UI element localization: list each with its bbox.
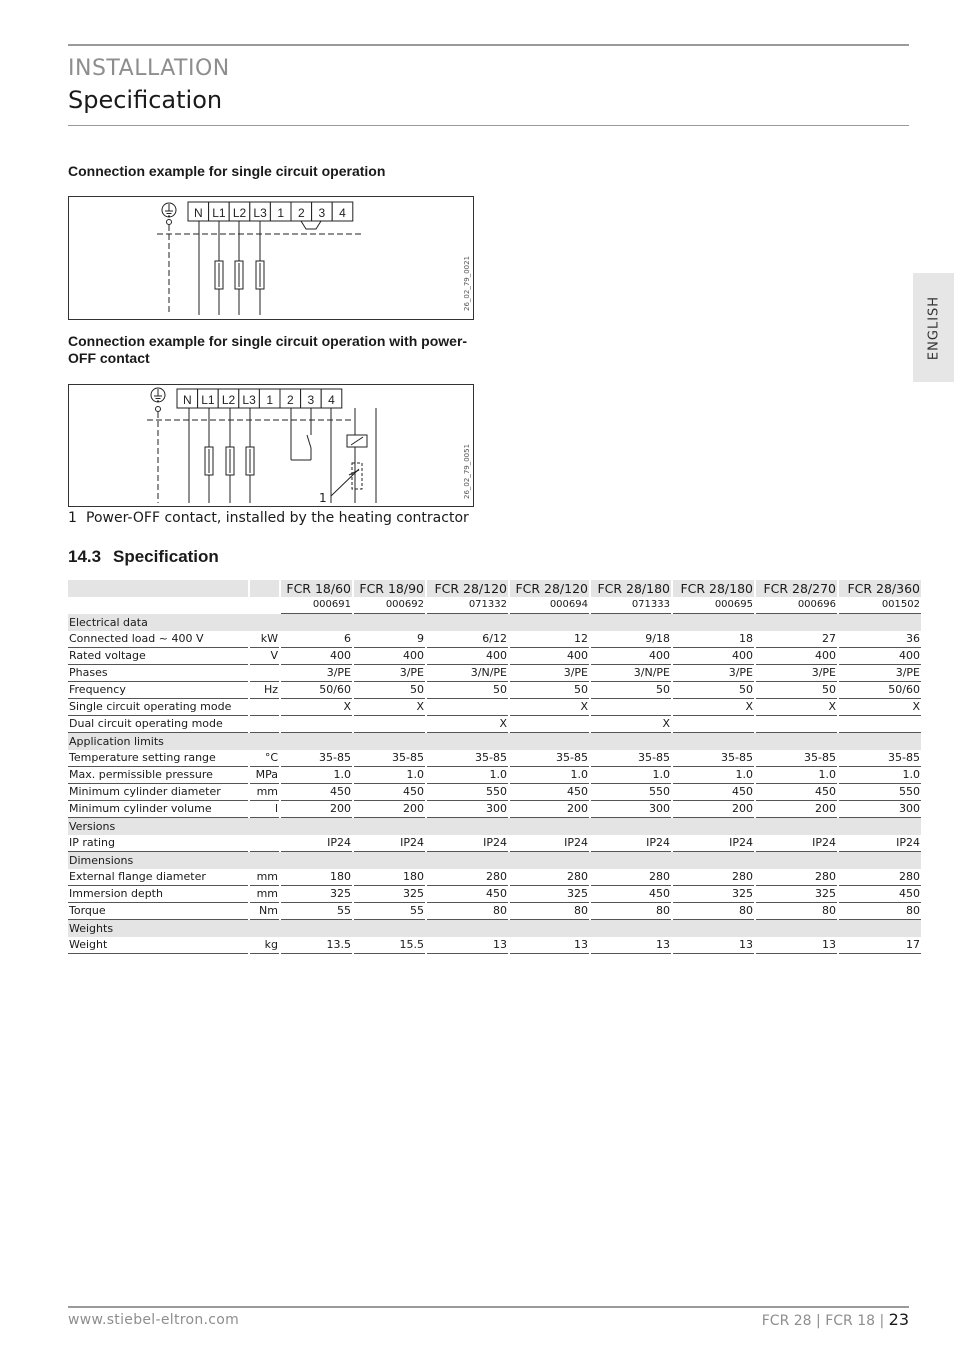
- row-label: Weight: [68, 937, 248, 954]
- row-value: [591, 699, 671, 716]
- model-name: FCR 28/120: [510, 580, 589, 597]
- row-value: X: [839, 699, 921, 716]
- row-value: 1.0: [281, 767, 352, 784]
- row-value: [839, 716, 921, 733]
- row-value: 3/N/PE: [591, 665, 671, 682]
- language-tab[interactable]: [913, 273, 954, 382]
- row-value: 400: [673, 648, 754, 665]
- row-unit: [250, 716, 279, 733]
- table-row: [68, 631, 921, 648]
- terminal-label: L2: [232, 206, 247, 220]
- row-value: 35-85: [427, 750, 508, 767]
- row-label: External flange diameter: [68, 869, 248, 886]
- wiring-diagram-single-circuit: [68, 196, 474, 320]
- row-value: 1.0: [354, 767, 425, 784]
- group-title: Dimensions: [68, 852, 921, 869]
- row-unit: [250, 665, 279, 682]
- row-value: 50: [591, 682, 671, 699]
- row-unit: °C: [250, 750, 279, 767]
- row-value: 6: [281, 631, 352, 648]
- model-name: FCR 28/360: [839, 580, 921, 597]
- row-value: [510, 716, 589, 733]
- part-number: 001502: [839, 597, 921, 614]
- specification-table: [66, 580, 923, 954]
- row-value: 3/PE: [839, 665, 921, 682]
- header-blank: [250, 597, 279, 614]
- table-row: [68, 801, 921, 818]
- row-value: 450: [510, 784, 589, 801]
- row-value: 325: [673, 886, 754, 903]
- row-label: Max. permissible pressure: [68, 767, 248, 784]
- row-unit: [250, 835, 279, 852]
- row-value: 280: [427, 869, 508, 886]
- table-group-row: [68, 920, 921, 937]
- table-header-codes: [68, 597, 921, 614]
- row-value: 450: [281, 784, 352, 801]
- row-value: 280: [673, 869, 754, 886]
- model-name: FCR 28/270: [756, 580, 837, 597]
- group-title: Weights: [68, 920, 921, 937]
- row-unit: mm: [250, 869, 279, 886]
- row-value: IP24: [510, 835, 589, 852]
- row-label: Dual circuit operating mode: [68, 716, 248, 733]
- row-value: [427, 699, 508, 716]
- table-row: [68, 699, 921, 716]
- drawing-code-1: 26_02_79_0021: [463, 255, 471, 311]
- row-value: 35-85: [673, 750, 754, 767]
- table-row: [68, 648, 921, 665]
- row-value: 35-85: [839, 750, 921, 767]
- table-row: [68, 937, 921, 954]
- row-value: 450: [591, 886, 671, 903]
- diagram-footnote: 1 Power-OFF contact, installed by the heating contractor: [68, 510, 469, 526]
- footer-separator: |: [879, 1313, 885, 1329]
- terminal-label: 4: [328, 393, 335, 407]
- row-value: 80: [673, 903, 754, 920]
- row-value: 400: [839, 648, 921, 665]
- row-value: X: [281, 699, 352, 716]
- table-row: [68, 886, 921, 903]
- row-value: 280: [839, 869, 921, 886]
- title-rule: [68, 125, 909, 126]
- row-unit: kW: [250, 631, 279, 648]
- row-label: Rated voltage: [68, 648, 248, 665]
- row-value: 13.5: [281, 937, 352, 954]
- row-value: 180: [354, 869, 425, 886]
- row-value: IP24: [427, 835, 508, 852]
- row-unit: MPa: [250, 767, 279, 784]
- row-value: 550: [591, 784, 671, 801]
- row-value: X: [673, 699, 754, 716]
- table-group-row: [68, 818, 921, 835]
- drawing-code-2: 26_02_79_0051: [463, 443, 471, 499]
- row-label: Minimum cylinder diameter: [68, 784, 248, 801]
- row-value: 3/PE: [281, 665, 352, 682]
- row-value: 80: [510, 903, 589, 920]
- row-value: IP24: [281, 835, 352, 852]
- footer-website-link[interactable]: www.stiebel-eltron.com: [68, 1312, 240, 1328]
- row-value: 12: [510, 631, 589, 648]
- terminal-label: L2: [221, 393, 236, 407]
- part-number: 000696: [756, 597, 837, 614]
- row-value: 3/PE: [673, 665, 754, 682]
- row-value: 550: [427, 784, 508, 801]
- part-number: 000691: [281, 597, 352, 614]
- row-label: IP rating: [68, 835, 248, 852]
- diagram1-caption: Connection example for single circuit operation: [68, 163, 386, 179]
- wiring-diagram-power-off: [68, 384, 474, 507]
- part-number: 071333: [591, 597, 671, 614]
- row-value: X: [354, 699, 425, 716]
- row-unit: V: [250, 648, 279, 665]
- row-label: Immersion depth: [68, 886, 248, 903]
- table-row: [68, 682, 921, 699]
- model-name: FCR 28/180: [591, 580, 671, 597]
- row-value: 3/PE: [510, 665, 589, 682]
- row-value: 3/PE: [756, 665, 837, 682]
- row-value: 80: [591, 903, 671, 920]
- terminal-label: N: [193, 206, 203, 220]
- row-value: 280: [756, 869, 837, 886]
- terminal-label: L1: [201, 393, 215, 407]
- row-value: X: [591, 716, 671, 733]
- row-value: 300: [839, 801, 921, 818]
- row-value: IP24: [673, 835, 754, 852]
- row-value: 9: [354, 631, 425, 648]
- row-label: Connected load ~ 400 V: [68, 631, 248, 648]
- row-value: 300: [591, 801, 671, 818]
- row-value: 13: [427, 937, 508, 954]
- row-value: 50: [510, 682, 589, 699]
- header-blank: [68, 580, 248, 597]
- row-unit: mm: [250, 784, 279, 801]
- row-label: Single circuit operating mode: [68, 699, 248, 716]
- row-value: [281, 716, 352, 733]
- row-value: 1.0: [673, 767, 754, 784]
- row-value: 400: [756, 648, 837, 665]
- row-value: 450: [839, 886, 921, 903]
- table-group-row: [68, 614, 921, 631]
- row-value: 50: [756, 682, 837, 699]
- row-value: 50/60: [839, 682, 921, 699]
- row-unit: Hz: [250, 682, 279, 699]
- row-value: 400: [281, 648, 352, 665]
- language-tab-label: ENGLISH: [926, 295, 941, 360]
- row-value: 15.5: [354, 937, 425, 954]
- row-value: 80: [427, 903, 508, 920]
- row-value: 13: [756, 937, 837, 954]
- row-value: 3/N/PE: [427, 665, 508, 682]
- terminal-label: L3: [253, 206, 267, 220]
- row-value: 450: [427, 886, 508, 903]
- section-14-3-heading: 14.3 Specification: [68, 547, 219, 566]
- row-value: 300: [427, 801, 508, 818]
- section-heading: INSTALLATION: [68, 56, 230, 81]
- row-value: IP24: [354, 835, 425, 852]
- row-value: 18: [673, 631, 754, 648]
- row-value: 450: [673, 784, 754, 801]
- row-value: [673, 716, 754, 733]
- earth-symbol-icon: [162, 203, 176, 225]
- model-name: FCR 28/120: [427, 580, 508, 597]
- row-value: 1.0: [839, 767, 921, 784]
- group-title: Versions: [68, 818, 921, 835]
- earth-symbol-icon: [151, 388, 165, 412]
- power-off-callout-number: 1: [319, 491, 327, 505]
- row-value: 400: [510, 648, 589, 665]
- row-value: 80: [839, 903, 921, 920]
- row-value: 1.0: [510, 767, 589, 784]
- row-unit: kg: [250, 937, 279, 954]
- row-value: 200: [354, 801, 425, 818]
- terminal-label: 4: [339, 206, 346, 220]
- terminal-label: 3: [307, 393, 315, 407]
- terminal-label: 2: [286, 393, 294, 407]
- row-value: 325: [354, 886, 425, 903]
- part-number: 071332: [427, 597, 508, 614]
- row-value: 400: [427, 648, 508, 665]
- footer-rule: [68, 1306, 909, 1308]
- row-label: Frequency: [68, 682, 248, 699]
- row-value: 13: [673, 937, 754, 954]
- row-value: IP24: [591, 835, 671, 852]
- diagram2-caption: Connection example for single circuit operation with power-OFF contact: [68, 333, 468, 366]
- row-value: 6/12: [427, 631, 508, 648]
- row-value: 450: [354, 784, 425, 801]
- terminal-block-2: [177, 389, 342, 408]
- row-value: 35-85: [354, 750, 425, 767]
- terminal-label: N: [182, 393, 192, 407]
- row-value: 36: [839, 631, 921, 648]
- row-value: 3/PE: [354, 665, 425, 682]
- row-unit: mm: [250, 886, 279, 903]
- table-row: [68, 665, 921, 682]
- row-value: 1.0: [427, 767, 508, 784]
- row-value: 35-85: [591, 750, 671, 767]
- row-value: 35-85: [756, 750, 837, 767]
- row-value: [756, 716, 837, 733]
- row-value: 55: [281, 903, 352, 920]
- table-row: [68, 903, 921, 920]
- table-row: [68, 767, 921, 784]
- row-label: Phases: [68, 665, 248, 682]
- row-value: 50: [673, 682, 754, 699]
- row-value: 13: [510, 937, 589, 954]
- page-number: 23: [888, 1310, 909, 1329]
- wiring-diagram-1-svg: [69, 197, 475, 321]
- row-value: 55: [354, 903, 425, 920]
- header-blank: [68, 597, 248, 614]
- row-unit: [250, 699, 279, 716]
- row-value: 325: [756, 886, 837, 903]
- row-value: 200: [756, 801, 837, 818]
- part-number: 000694: [510, 597, 589, 614]
- row-label: Temperature setting range: [68, 750, 248, 767]
- header-blank: [250, 580, 279, 597]
- row-unit: Nm: [250, 903, 279, 920]
- page-title: Specification: [68, 86, 223, 114]
- row-value: X: [510, 699, 589, 716]
- row-value: 550: [839, 784, 921, 801]
- row-value: 1.0: [756, 767, 837, 784]
- row-value: 1.0: [591, 767, 671, 784]
- row-value: 280: [591, 869, 671, 886]
- row-value: 27: [756, 631, 837, 648]
- terminal-label: L1: [212, 206, 226, 220]
- row-value: 325: [281, 886, 352, 903]
- terminal-label: L3: [242, 393, 256, 407]
- row-value: 35-85: [510, 750, 589, 767]
- table-row: [68, 835, 921, 852]
- row-value: 13: [591, 937, 671, 954]
- table-row: [68, 750, 921, 767]
- row-value: 35-85: [281, 750, 352, 767]
- terminal-label: 1: [277, 206, 285, 220]
- row-value: 50/60: [281, 682, 352, 699]
- row-value: 9/18: [591, 631, 671, 648]
- wiring-diagram-2-svg: [69, 385, 475, 508]
- row-value: 200: [510, 801, 589, 818]
- header-rule: [68, 44, 909, 46]
- footer-page-info: [762, 1310, 909, 1329]
- row-value: 200: [281, 801, 352, 818]
- row-value: 280: [510, 869, 589, 886]
- row-value: 80: [756, 903, 837, 920]
- model-name: FCR 18/60: [281, 580, 352, 597]
- row-value: 17: [839, 937, 921, 954]
- part-number: 000692: [354, 597, 425, 614]
- row-label: Torque: [68, 903, 248, 920]
- part-number: 000695: [673, 597, 754, 614]
- table-group-row: [68, 733, 921, 750]
- terminal-label: 2: [297, 206, 305, 220]
- row-value: [354, 716, 425, 733]
- row-value: 450: [756, 784, 837, 801]
- row-value: IP24: [756, 835, 837, 852]
- row-value: 180: [281, 869, 352, 886]
- row-value: 325: [510, 886, 589, 903]
- row-value: 200: [673, 801, 754, 818]
- row-value: 50: [427, 682, 508, 699]
- footer-models: FCR 28 | FCR 18: [761, 1313, 876, 1329]
- terminal-block-1: [188, 202, 353, 221]
- terminal-label: 3: [318, 206, 326, 220]
- row-value: IP24: [839, 835, 921, 852]
- row-value: 400: [354, 648, 425, 665]
- row-value: 400: [591, 648, 671, 665]
- group-title: Electrical data: [68, 614, 921, 631]
- table-row: [68, 716, 921, 733]
- table-row: [68, 784, 921, 801]
- table-header-models: [68, 580, 921, 597]
- row-value: 50: [354, 682, 425, 699]
- model-name: FCR 28/180: [673, 580, 754, 597]
- row-value: X: [427, 716, 508, 733]
- terminal-label: 1: [266, 393, 274, 407]
- group-title: Application limits: [68, 733, 921, 750]
- row-unit: l: [250, 801, 279, 818]
- row-label: Minimum cylinder volume: [68, 801, 248, 818]
- row-value: X: [756, 699, 837, 716]
- table-group-row: [68, 852, 921, 869]
- table-row: [68, 869, 921, 886]
- model-name: FCR 18/90: [354, 580, 425, 597]
